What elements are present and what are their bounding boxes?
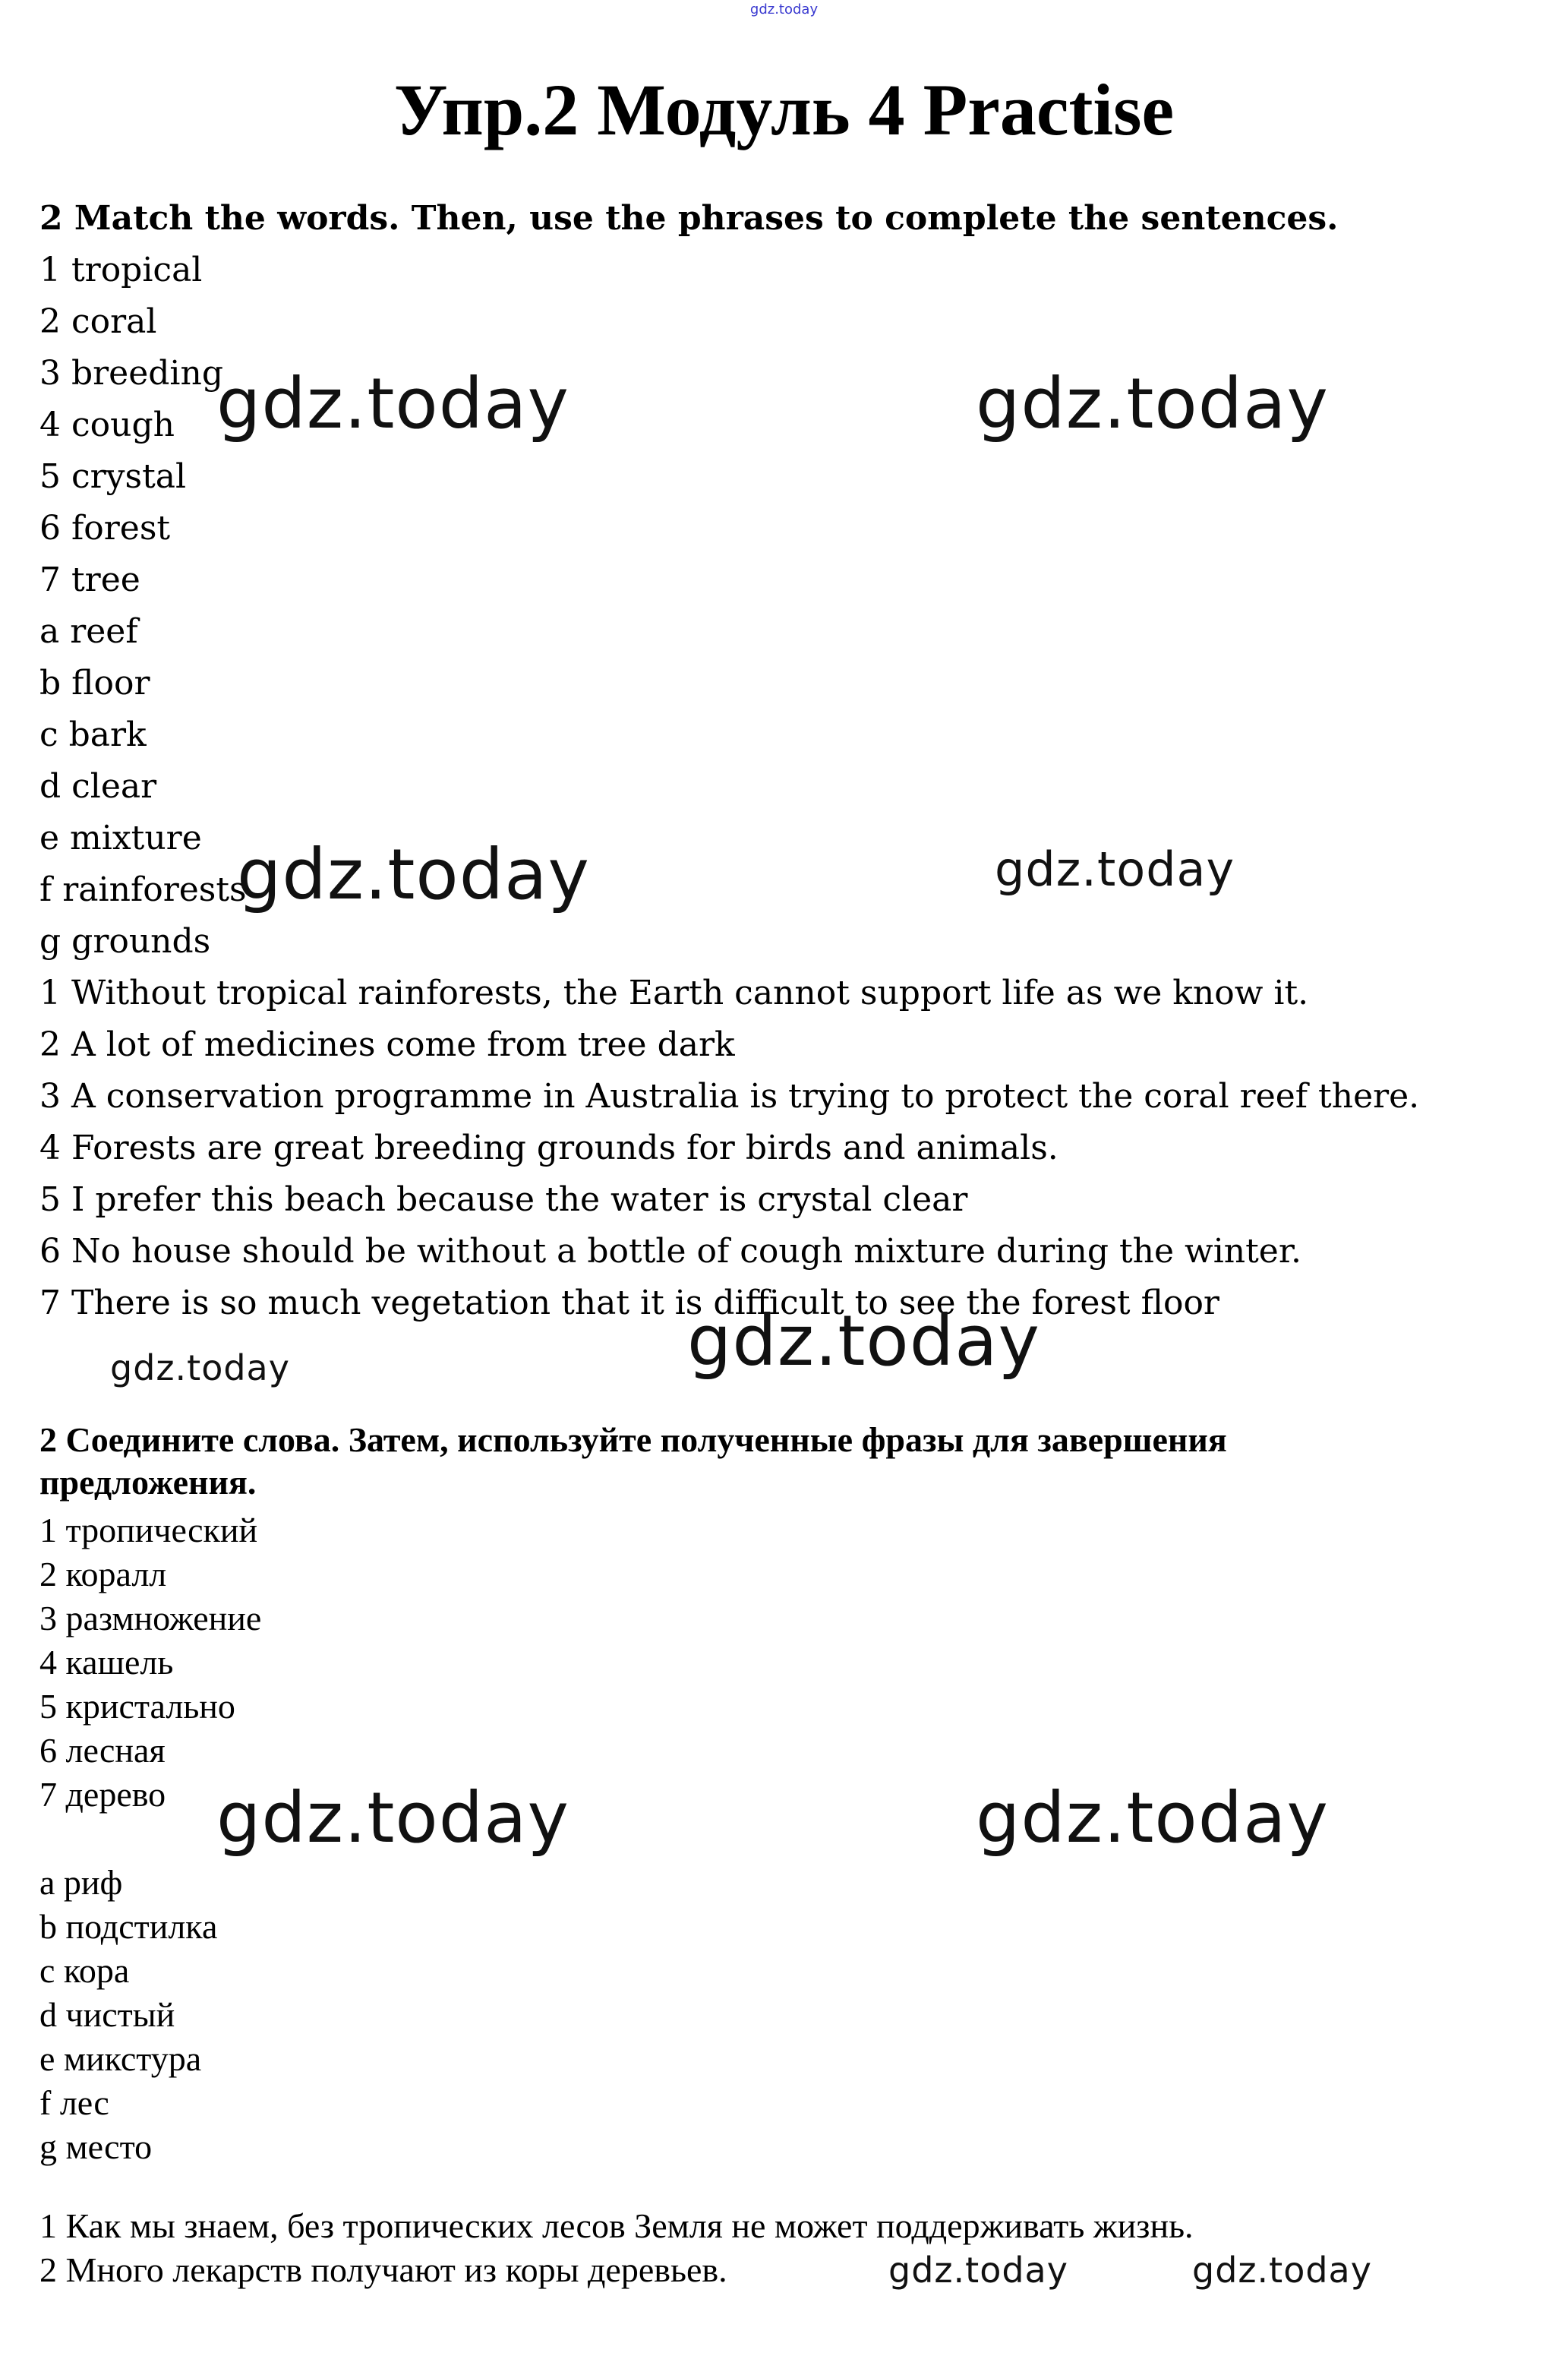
russian-match: e микстура (39, 2039, 202, 2078)
english-word: 4 cough (39, 406, 175, 444)
watermark-text: gdz.today (216, 363, 569, 444)
english-sentence: 6 No house should be without a bottle of cough mixture during the winter. (39, 1232, 1302, 1271)
russian-word: 3 размножение (39, 1599, 262, 1637)
english-match: a reef (39, 612, 138, 651)
russian-word: 5 кристально (39, 1687, 235, 1726)
english-match: e mixture (39, 819, 202, 857)
russian-match: a риф (39, 1863, 123, 1902)
english-match: c bark (39, 715, 147, 754)
english-word: 5 crystal (39, 457, 187, 496)
russian-sentence: 2 Много лекарств получают из коры деревьев. (39, 2250, 727, 2289)
watermark-text: gdz.today (687, 1300, 1040, 1382)
watermark-text: gdz.today (237, 834, 590, 915)
english-word: 7 tree (39, 561, 140, 599)
english-sentence: 1 Without tropical rainforests, the Earth cannot support life as we know it. (39, 974, 1309, 1012)
english-match: f rainforests (39, 870, 247, 909)
russian-match: d чистый (39, 1995, 175, 2034)
russian-match: c кора (39, 1951, 130, 1990)
english-sentence: 7 There is so much vegetation that it is difficult to see the forest floor (39, 1284, 1219, 1322)
watermark-text: gdz.today (888, 2250, 1068, 2291)
russian-match: b подстилка (39, 1907, 218, 1946)
russian-word: 1 тропический (39, 1511, 258, 1549)
watermark-text: gdz.today (1192, 2250, 1372, 2291)
russian-task-heading: 2 Соедините слова. Затем, используйте полученные фразы для завершения предложения. (39, 1420, 1227, 1502)
watermark-text: gdz.today (976, 1777, 1329, 1858)
english-match: b floor (39, 664, 150, 703)
english-task-heading: 2 Match the words. Then, use the phrases to complete the sentences. (39, 199, 1339, 238)
english-sentence: 5 I prefer this beach because the water is crystal clear (39, 1180, 968, 1219)
russian-word: 7 дерево (39, 1775, 166, 1814)
english-word: 3 breeding (39, 354, 223, 393)
russian-match: f лес (39, 2083, 109, 2122)
russian-word: 4 кашель (39, 1643, 174, 1682)
russian-word: 2 коралл (39, 1555, 167, 1593)
english-sentence: 2 A lot of medicines come from tree dark (39, 1025, 735, 1064)
english-sentence: 3 A conservation programme in Australia is trying to protect the coral reef there. (39, 1077, 1420, 1116)
watermark-text: gdz.today (995, 842, 1235, 897)
watermark-text: gdz.today (216, 1777, 569, 1858)
russian-sentence: 1 Как мы знаем, без тропических лесов Земля не может поддерживать жизнь. (39, 2206, 1194, 2245)
english-word: 1 tropical (39, 251, 203, 289)
english-sentence: 4 Forests are great breeding grounds for birds and animals. (39, 1129, 1058, 1167)
russian-match: g место (39, 2127, 153, 2166)
russian-word: 6 лесная (39, 1731, 166, 1770)
top-watermark: gdz.today (749, 2, 819, 17)
english-match: g grounds (39, 922, 211, 961)
watermark-text: gdz.today (976, 363, 1329, 444)
watermark-text: gdz.today (110, 1347, 290, 1388)
page-title: Упр.2 Модуль 4 Practise (393, 69, 1175, 150)
english-word: 6 forest (39, 509, 171, 548)
english-word: 2 coral (39, 302, 157, 341)
english-match: d clear (39, 767, 157, 806)
